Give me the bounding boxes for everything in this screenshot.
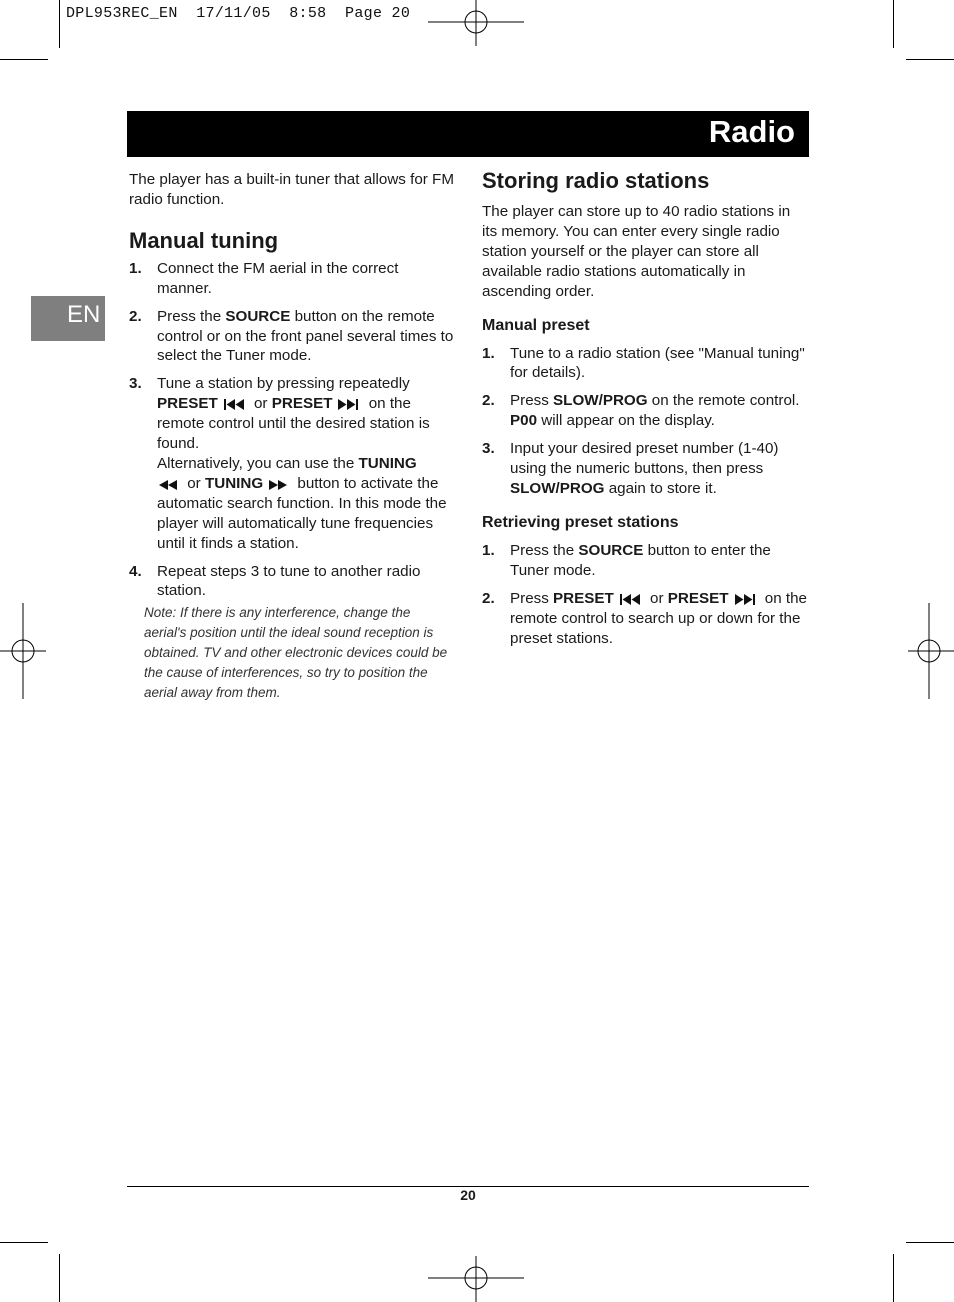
skip-previous-icon — [620, 594, 640, 605]
note-text: Note: If there is any interference, change the aerial's position until the ideal sound reception is obtained. TV and other electronic devices could be the cause of interferences, so try to position the aerial away from them. — [144, 605, 448, 700]
page-title: Radio — [708, 114, 795, 149]
manual-tuning-steps — [129, 259, 455, 602]
step-text: button to activate the automatic search function. In this mode the player will automatically tune frequencies until it finds a station. — [157, 474, 447, 552]
crop-mark — [59, 0, 60, 48]
key-label: TUNING — [204, 474, 264, 492]
left-column — [129, 170, 455, 703]
step-text: Tune to a radio station (see "Manual tuning" for details). — [510, 344, 805, 382]
step-number: 3. — [129, 375, 142, 393]
key-label: PRESET — [667, 589, 729, 607]
step-text: Repeat steps 3 to tune to another radio station. — [157, 562, 421, 600]
subsection-heading: Retrieving preset stations — [482, 513, 679, 531]
step-text: Press — [510, 392, 554, 410]
crop-mark — [59, 1254, 60, 1302]
step-text: on the remote control until the desired station is found. — [157, 395, 430, 453]
skip-next-icon — [338, 399, 358, 410]
step-number: 2. — [482, 392, 495, 410]
step-number: 4. — [129, 562, 142, 580]
skip-next-icon — [735, 594, 755, 605]
print-slug: DPL953REC_EN 17/11/05 8:58 Page 20 — [66, 5, 411, 22]
step-text: or — [249, 395, 272, 413]
registration-mark-icon — [906, 603, 954, 699]
step-text: Input your desired preset number (1-40) using the numeric buttons, then press — [510, 440, 779, 478]
rewind-icon — [159, 480, 177, 490]
crop-mark — [906, 59, 954, 60]
retrieving-steps — [482, 541, 808, 649]
step-text: on the remote control to search up or down for the preset stations. — [510, 589, 807, 647]
intro-text: The player can store up to 40 radio stations in its memory. You can enter every single radio station yourself or the player can store all available radio stations automatically in ascending order. — [482, 203, 791, 300]
step-number: 2. — [129, 307, 142, 325]
key-label: SLOW/PROG — [510, 479, 605, 497]
step-text: Press the — [157, 307, 226, 325]
registration-mark-icon — [428, 1254, 524, 1302]
registration-mark-icon — [0, 603, 48, 699]
manual-preset-steps — [482, 344, 808, 499]
step-number: 2. — [482, 589, 495, 607]
language-label: EN — [67, 301, 101, 328]
step-text: Alternatively, you can use the — [157, 454, 359, 472]
key-label: PRESET — [553, 589, 614, 607]
step-number: 1. — [129, 259, 142, 277]
skip-previous-icon — [224, 399, 244, 410]
step-text: again to store it. — [604, 479, 717, 497]
section-heading: Manual tuning — [129, 227, 279, 253]
list-item — [129, 307, 455, 367]
crop-mark — [893, 0, 894, 48]
step-number: 3. — [482, 440, 495, 458]
registration-mark-icon — [428, 0, 524, 48]
key-label: SLOW/PROG — [553, 392, 648, 410]
step-text: button on the remote control or on the front panel several times to select the Tuner mode. — [157, 307, 454, 365]
key-label: PRESET — [157, 395, 218, 413]
key-label: PRESET — [271, 395, 333, 413]
step-text: on the remote control. — [647, 392, 800, 410]
step-text: Press — [510, 589, 554, 607]
list-item — [482, 589, 808, 649]
key-label: SOURCE — [578, 541, 644, 559]
list-item — [129, 259, 455, 299]
right-column — [482, 168, 808, 648]
list-item — [129, 374, 455, 553]
title-bar — [127, 111, 809, 157]
step-text: button to enter the Tuner mode. — [510, 541, 771, 579]
list-item — [482, 344, 808, 384]
step-text: or — [183, 474, 205, 492]
list-item — [129, 562, 455, 602]
intro-text: The player has a built-in tuner that allows for FM radio function. — [129, 171, 454, 208]
step-number: 1. — [482, 344, 495, 362]
step-text: or — [645, 589, 668, 607]
section-heading: Storing radio stations — [482, 168, 710, 193]
crop-mark — [893, 1254, 894, 1302]
crop-mark — [0, 1242, 48, 1243]
step-text: will appear on the display. — [537, 412, 715, 430]
step-text: Connect the FM aerial in the correct manner. — [157, 259, 399, 297]
language-tab — [31, 296, 105, 341]
page-number: 20 — [460, 1187, 476, 1203]
crop-mark — [0, 59, 48, 60]
key-label: SOURCE — [225, 307, 291, 325]
list-item — [482, 391, 808, 431]
crop-mark — [906, 1242, 954, 1243]
list-item — [482, 439, 808, 499]
subsection-heading: Manual preset — [482, 316, 590, 334]
fast-forward-icon — [269, 480, 287, 490]
display-code: P00 — [510, 412, 538, 430]
step-text: Press the — [510, 541, 579, 559]
step-text: Tune a station by pressing repeatedly — [157, 375, 410, 393]
step-number: 1. — [482, 541, 495, 559]
key-label: TUNING — [358, 454, 417, 472]
list-item — [482, 541, 808, 581]
